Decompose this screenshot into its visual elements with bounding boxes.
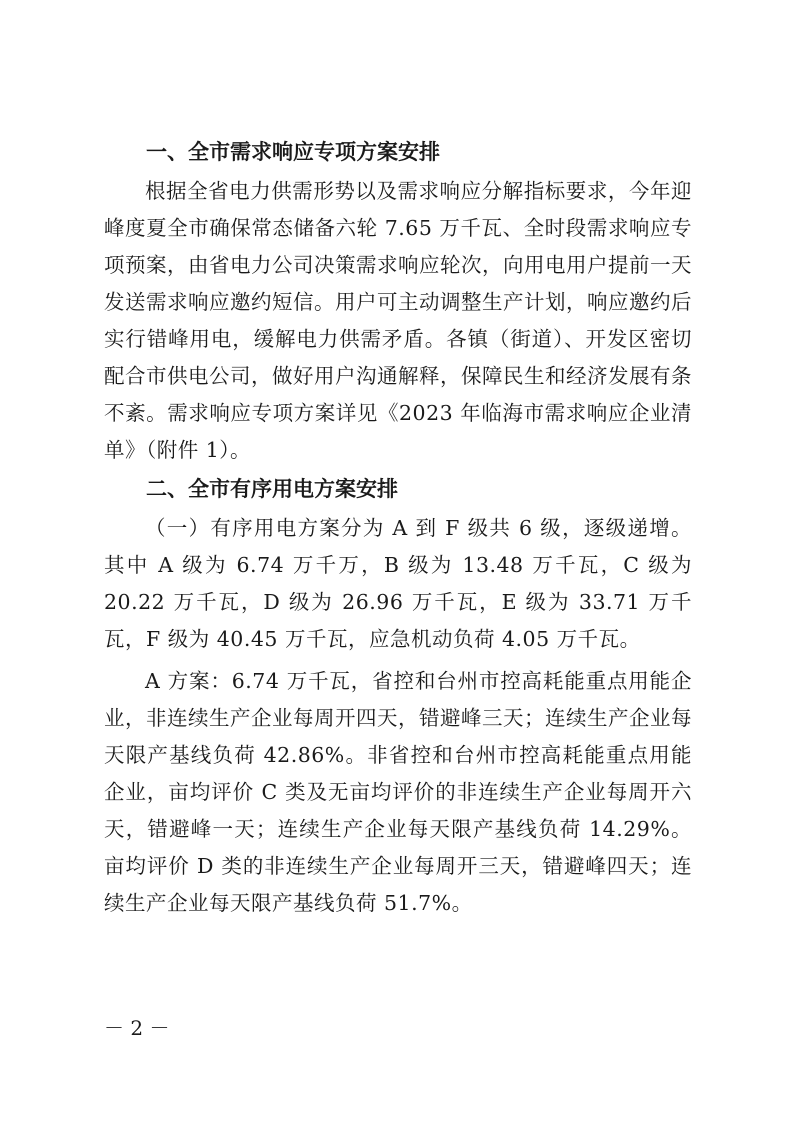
paragraph-orderly-power-levels: （一）有序用电方案分为 A 到 F 级共 6 级，逐级递增。其中 A 级为 6.74 万千万，B 级为 13.48 万千瓦，C 级为 20.22 万千瓦，D 级为 26.96 万千瓦，E 级为 33.71 万千瓦，F 级为 40.45 万千瓦，应急机动负荷 4.05 万千瓦。 bbox=[104, 516, 692, 651]
page-number: － 2 － bbox=[104, 1016, 170, 1040]
paragraph-demand-response: 根据全省电力供需形势以及需求响应分解指标要求，今年迎峰度夏全市确保常态储备六轮 7.65 万千瓦、全时段需求响应专项预案，由省电力公司决策需求响应轮次，向用电用户提前一天发送需求响应邀约短信。用户可主动调整生产计划，响应邀约后实行错峰用电，缓解电力供需矛盾。各镇（街道）、开发区密切配合市供电公司，做好用户沟通解释，保障民生和经济发展有条不紊。需求响应专项方案详见《2023 年临海市需求响应企业清单》（附件 1）。 bbox=[104, 179, 692, 462]
section-heading-demand-response: 一、全市需求响应专项方案安排 bbox=[146, 140, 440, 164]
paragraph-plan-a: A 方案：6.74 万千瓦，省控和台州市控高耗能重点用能企业，非连续生产企业每周开四天，错避峰三天；连续生产企业每天限产基线负荷 42.86%。非省控和台州市控高耗能重点用能企业，亩均评价 C 类及无亩均评价的非连续生产企业每周开六天，错避峰一天；连续生产企业每天限产基线负荷 14.29%。亩均评价 D 类的非连续生产企业每周开三天，错避峰四天；连续生产企业每天限产基线负荷 51.7%。 bbox=[104, 669, 692, 915]
document-body bbox=[104, 134, 692, 922]
section-heading-orderly-power: 二、全市有序用电方案安排 bbox=[146, 477, 398, 501]
